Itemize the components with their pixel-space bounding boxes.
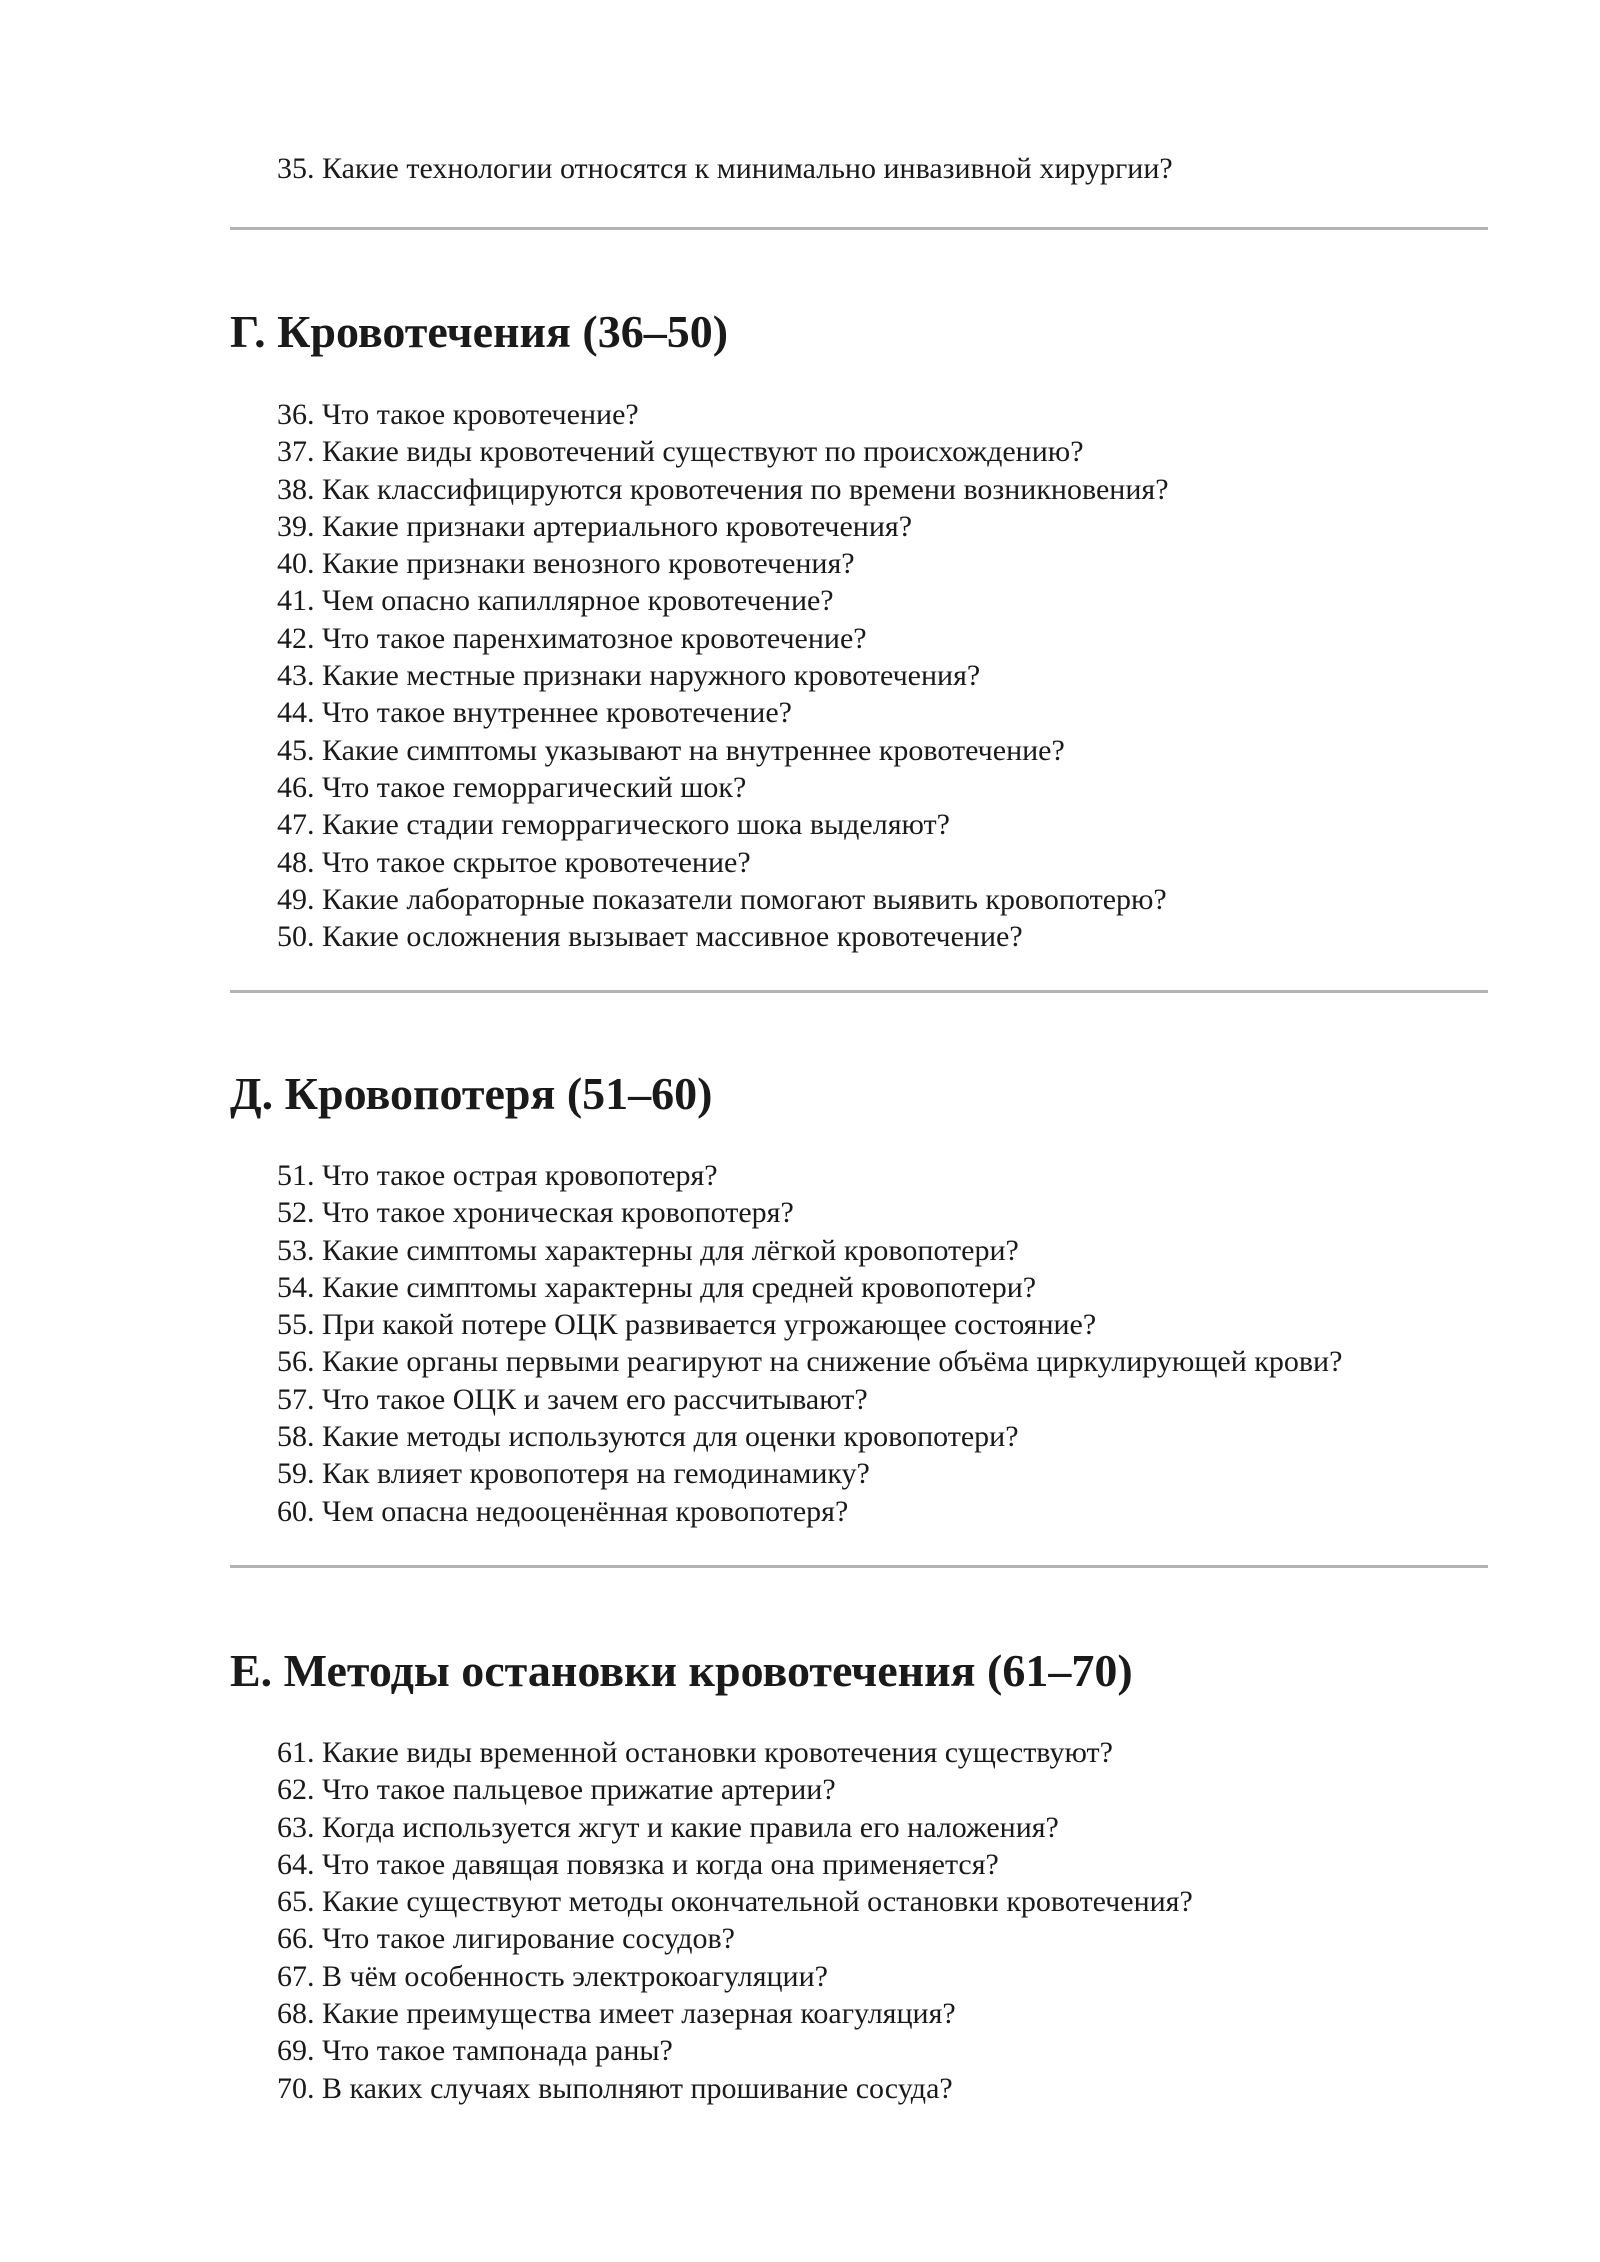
question-item: 70. В каких случаях выполняют прошивание сосуда?	[277, 2071, 953, 2105]
question-item: 38. Как классифицируются кровотечения по времени возникновения?	[277, 472, 1169, 506]
question-item: 62. Что такое пальцевое прижатие артерии?	[277, 1773, 836, 1807]
question-item: 40. Какие признаки венозного кровотечения?	[277, 547, 855, 581]
question-item: 51. Что такое острая кровопотеря?	[277, 1159, 718, 1192]
question-list-blood-loss	[277, 1157, 1342, 1530]
question-item: 60. Чем опасна недооценённая кровопотеря?	[277, 1494, 849, 1528]
section-heading-hemostasis-methods: Е. Методы остановки кровотечения (61–70)	[230, 1645, 1133, 1696]
question-item: 41. Чем опасно капиллярное кровотечение?	[277, 584, 834, 618]
question-item: 59. Как влияет кровопотеря на гемодинамику?	[277, 1457, 870, 1491]
section-heading-blood-loss: Д. Кровопотеря (51–60)	[230, 1068, 713, 1119]
question-item: 56. Какие органы первыми реагируют на снижение объёма циркулирующей крови?	[277, 1345, 1343, 1379]
question-item: 68. Какие преимущества имеет лазерная коагуляция?	[277, 1997, 956, 2031]
question-item: 45. Какие симптомы указывают на внутреннее кровотечение?	[277, 733, 1065, 767]
question-item: 46. Что такое геморрагический шок?	[277, 770, 747, 804]
question-item: 50. Какие осложнения вызывает массивное кровотечение?	[277, 920, 1023, 954]
question-item: 55. При какой потере ОЦК развивается угрожающее состояние?	[277, 1308, 1097, 1342]
section-heading-bleeding: Г. Кровотечения (36–50)	[230, 306, 729, 357]
question-item: 61. Какие виды временной остановки кровотечения существуют?	[277, 1736, 1113, 1769]
question-item: 54. Какие симптомы характерны для средней кровопотери?	[277, 1270, 1037, 1304]
section-divider	[230, 990, 1488, 993]
question-item: 65. Какие существуют методы окончательной остановки кровотечения?	[277, 1885, 1193, 1919]
question-item: 42. Что такое паренхиматозное кровотечение?	[277, 621, 867, 655]
section-divider	[230, 1565, 1488, 1568]
question-item: 63. Когда используется жгут и какие правила его наложения?	[277, 1810, 1059, 1844]
question-item: 37. Какие виды кровотечений существуют по происхождению?	[277, 435, 1084, 469]
question-item: 44. Что такое внутреннее кровотечение?	[277, 696, 792, 730]
question-item: 48. Что такое скрытое кровотечение?	[277, 845, 751, 879]
question-item: 58. Какие методы используются для оценки кровопотери?	[277, 1420, 1019, 1454]
question-item: 47. Какие стадии геморрагического шока выделяют?	[277, 808, 950, 842]
question-item: 57. Что такое ОЦК и зачем его рассчитывают?	[277, 1382, 868, 1416]
question-item: 53. Какие симптомы характерны для лёгкой кровопотери?	[277, 1233, 1019, 1267]
section-divider	[230, 227, 1488, 230]
question-item: 49. Какие лабораторные показатели помогают выявить кровопотерю?	[277, 882, 1167, 916]
question-item: 35. Какие технологии относятся к минимально инвазивной хирургии?	[277, 152, 1173, 185]
question-list-hemostasis-methods	[277, 1734, 1193, 2107]
question-item: 52. Что такое хроническая кровопотеря?	[277, 1196, 794, 1230]
question-item: 64. Что такое давящая повязка и когда она применяется?	[277, 1847, 999, 1881]
question-item: 66. Что такое лигирование сосудов?	[277, 1922, 735, 1956]
question-item: 39. Какие признаки артериального кровотечения?	[277, 509, 913, 543]
intro-question-list	[277, 150, 1173, 187]
question-item: 69. Что такое тампонада раны?	[277, 2034, 673, 2068]
question-item: 36. Что такое кровотечение?	[277, 398, 639, 431]
question-list-bleeding	[277, 396, 1169, 955]
question-item: 67. В чём особенность электрокоагуляции?	[277, 1959, 828, 1993]
question-item: 43. Какие местные признаки наружного кровотечения?	[277, 659, 981, 693]
